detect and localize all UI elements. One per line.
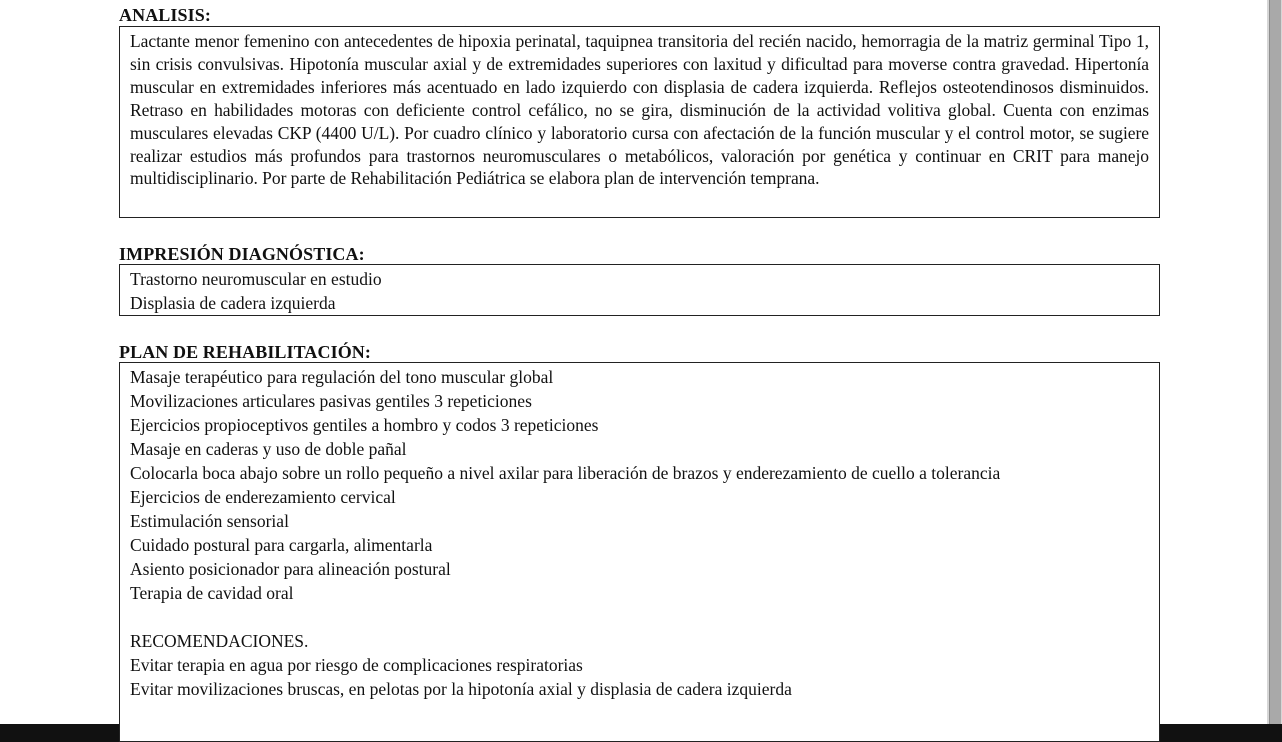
vertical-scrollbar[interactable] bbox=[1267, 0, 1282, 724]
recomendaciones-title: RECOMENDACIONES. bbox=[130, 631, 309, 651]
plan-item: Movilizaciones articulares pasivas gentiles 3 repeticiones bbox=[130, 391, 532, 411]
recomendacion-item: Evitar terapia en agua por riesgo de complicaciones respiratorias bbox=[130, 655, 583, 675]
plan-heading: PLAN DE REHABILITACIÓN: bbox=[119, 342, 371, 362]
plan-item: Estimulación sensorial bbox=[130, 511, 289, 531]
impresion-box bbox=[119, 264, 1160, 316]
plan-item: Ejercicios de enderezamiento cervical bbox=[130, 487, 396, 507]
analisis-box bbox=[119, 26, 1160, 218]
recomendacion-item: Evitar movilizaciones bruscas, en pelotas por la hipotonía axial y displasia de cadera izquierda bbox=[130, 679, 792, 699]
impresion-heading: IMPRESIÓN DIAGNÓSTICA: bbox=[119, 244, 365, 264]
analisis-text: Lactante menor femenino con antecedentes de hipoxia perinatal, taquipnea transitoria del recién nacido, hemorragia de la matriz germinal Tipo 1, sin crisis convulsivas. Hipotonía muscular axial y de extremidades superiores con laxitud y dificultad para moverse contra gravedad. Hipertonía muscular en extremidades inferiores más acentuado en lado izquierdo con displasia de cadera izquierda. Reflejos osteotendinosos disminuidos. Retraso en habilidades motoras con deficiente control cefálico, no se gira, disminución de la actividad volitiva global. Cuenta con enzimas musculares elevadas CKP (4400 U/L). Por cuadro clínico y laboratorio cursa con afectación de la función muscular y el control motor, se sugiere realizar estudios más profundos para trastornos neuromusculares o metabólicos, valoración por genética y continuar en CRIT para manejo multidisciplinario. Por parte de Rehabilitación Pediátrica se elabora plan de intervención temprana. bbox=[130, 31, 1149, 189]
plan-item: Masaje en caderas y uso de doble pañal bbox=[130, 439, 407, 459]
blank-line bbox=[130, 605, 1149, 629]
plan-item: Masaje terapéutico para regulación del tono muscular global bbox=[130, 367, 554, 387]
plan-item: Asiento posicionador para alineación postural bbox=[130, 559, 451, 579]
diagnosis-item: Trastorno neuromuscular en estudio bbox=[130, 269, 382, 289]
analisis-heading: ANALISIS: bbox=[119, 5, 211, 25]
plan-box bbox=[119, 362, 1160, 742]
diagnosis-item: Displasia de cadera izquierda bbox=[130, 293, 336, 313]
plan-item: Cuidado postural para cargarla, alimentarla bbox=[130, 535, 433, 555]
plan-item: Terapia de cavidad oral bbox=[130, 583, 294, 603]
plan-item: Colocarla boca abajo sobre un rollo pequeño a nivel axilar para liberación de brazos y enderezamiento de cuello a tolerancia bbox=[130, 463, 1001, 483]
plan-item: Ejercicios propioceptivos gentiles a hombro y codos 3 repeticiones bbox=[130, 415, 599, 435]
scrollbar-thumb[interactable] bbox=[1269, 0, 1281, 724]
